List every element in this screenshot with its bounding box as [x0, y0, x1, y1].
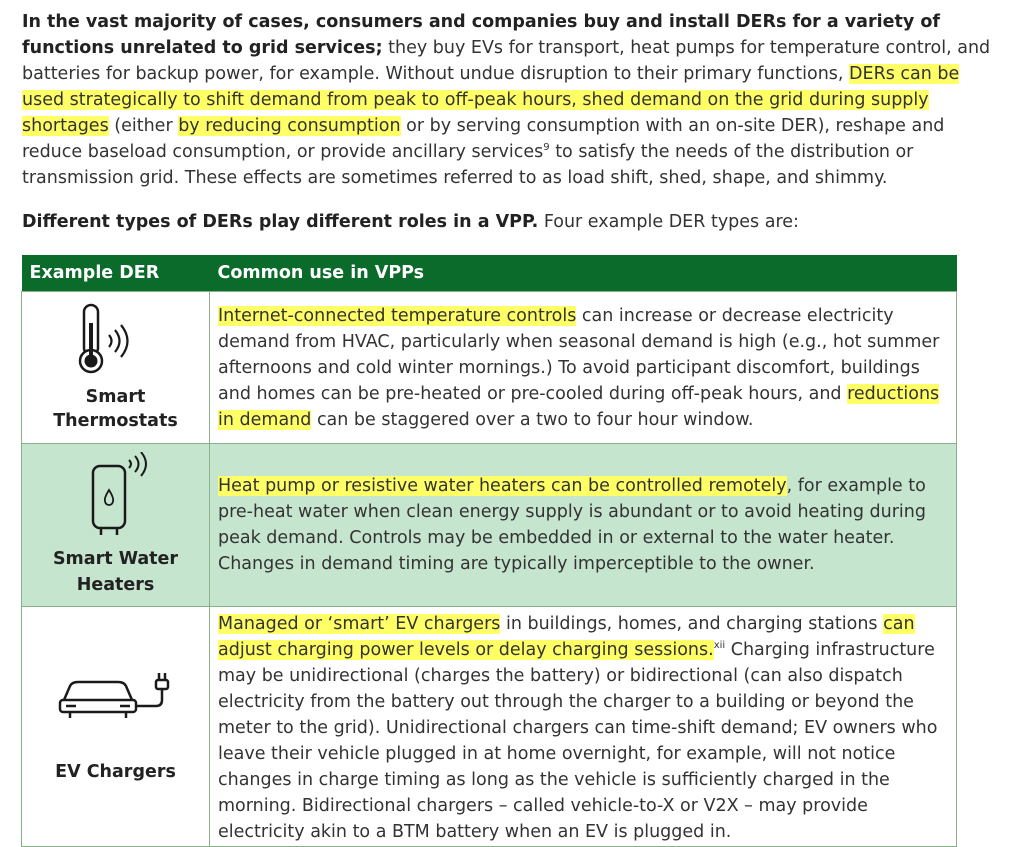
der-cell-thermostats	[22, 292, 210, 444]
use-cell-ev-chargers	[210, 607, 957, 847]
der-label-thermostats	[22, 385, 209, 433]
der-label-line: Heaters	[76, 575, 155, 595]
der-label-line: EV Chargers	[55, 761, 176, 782]
header-common-use: Common use in VPPs	[210, 255, 957, 292]
intro-highlight-a: DERs can be used strategically to shift demand from peak to off-peak hours, shed demand on the grid during supply shortages	[22, 64, 960, 136]
der-cell-ev-chargers	[22, 607, 210, 847]
intro-text-b: (either	[108, 116, 179, 136]
use-highlight: Internet-connected temperature controls	[218, 305, 577, 326]
use-cell-thermostats	[210, 292, 957, 444]
der-label-line: Thermostats	[53, 410, 178, 431]
der-table	[21, 255, 957, 847]
intro-highlight-b: by reducing consumption	[178, 116, 401, 136]
table-header-row	[22, 255, 957, 292]
use-text: in buildings, homes, and charging stations	[500, 613, 884, 634]
header-example-der: Example DER	[22, 255, 210, 292]
table-row	[22, 292, 957, 444]
footnote-ref: xii	[713, 639, 726, 651]
intro-paragraph	[22, 9, 997, 191]
use-text: , for example to pre-heat water when clean energy supply is abundant or to avoid heating during peak demand. Controls may be embedded in or external to the water heater. Changes in demand timing are typically imperceptible to the owner.	[218, 476, 926, 574]
use-cell-water-heaters	[210, 444, 957, 607]
lead-bold: Different types of DERs play different roles in a VPP.	[22, 212, 539, 232]
intro-bold-lead: In the vast majority of cases, consumers and companies buy and install DERs for a variety of functions unrelated to grid services;	[22, 12, 940, 58]
use-text: can increase or decrease electricity demand from HVAC, particularly when seasonal demand is high (e.g., hot summer afternoons and cold winter mornings.) To avoid participant discomfort, buildings and homes can be pre-heated or pre-cooled during off-peak hours, and	[218, 305, 940, 404]
use-highlight: Managed or ‘smart’ EV chargers	[218, 613, 501, 634]
use-text: can be staggered over a two to four hour window.	[311, 409, 754, 430]
intro-text-a: they buy EVs for transport, heat pumps for temperature control, and batteries for backup power, for example. Without undue disruption to their primary functions,	[22, 38, 991, 84]
use-text: Charging infrastructure may be unidirectional (charges the battery) or bidirectional (can also dispatch electricity from the battery out through the charger to a building or beyond the meter to the grid). Unidirectional chargers can time-shift demand; EV owners who leave their vehicle plugged in at home overnight, for example, will not notice changes in charge timing as long as the vehicle is sufficiently charged in the morning. Bidirectional chargers – called vehicle-to-X or V2X – may provide electricity akin to a BTM battery when an EV is plugged in.	[218, 639, 938, 842]
der-label-water-heaters	[22, 546, 209, 598]
footnote-ref: 9	[543, 142, 550, 154]
table-row	[22, 444, 957, 607]
use-highlight: Heat pump or resistive water heaters can be controlled remotely	[218, 476, 787, 496]
intro-text-d: to satisfy the needs of the distribution or transmission grid. These effects are sometimes referred to as load shift, shed, shape, and shimmy.	[22, 142, 914, 188]
ev-charger-icon	[56, 670, 176, 720]
lead-text: Four example DER types are:	[538, 212, 799, 232]
der-cell-water-heaters	[22, 444, 210, 607]
use-highlight: can adjust charging power levels or delay charging sessions.	[218, 613, 915, 660]
der-label-line: Smart	[85, 386, 146, 407]
table-row	[22, 607, 957, 847]
thermometer-icon	[71, 303, 161, 375]
der-label-ev-chargers	[22, 760, 209, 784]
der-label-line: Smart Water	[52, 549, 179, 569]
use-highlight: reductions in demand	[218, 383, 940, 430]
intro-text-c: or by serving consumption with an on-site DER), reshape and reduce baseload consumption, or provide ancillary services	[22, 116, 945, 162]
lead-paragraph	[22, 209, 997, 235]
water-heater-icon	[71, 452, 161, 538]
